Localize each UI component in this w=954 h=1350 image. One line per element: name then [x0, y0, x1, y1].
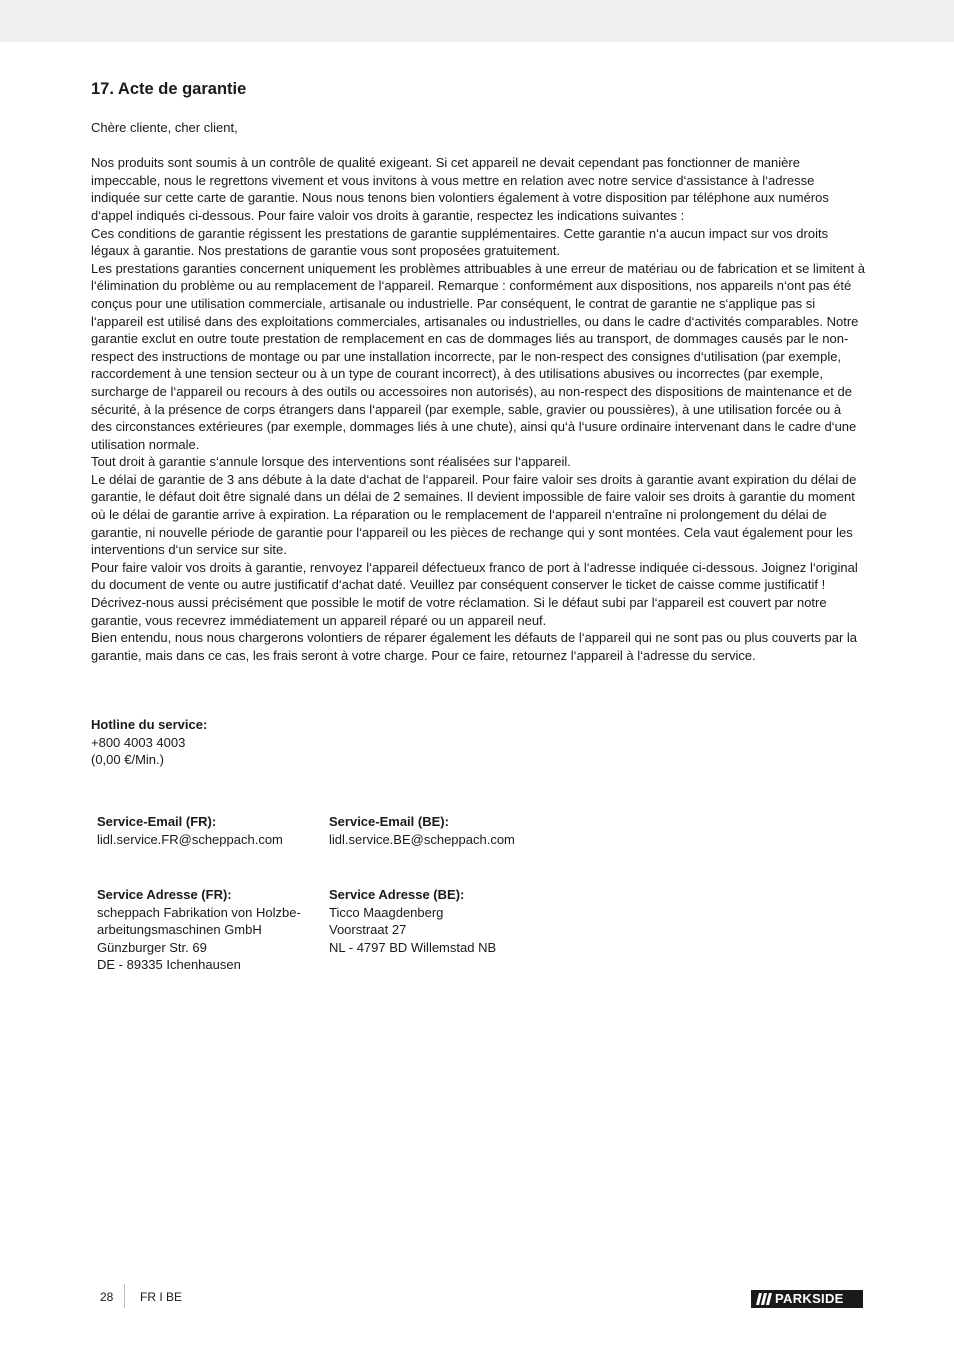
address-be-label: Service Adresse (BE): — [329, 887, 465, 902]
footer-languages: FR I BE — [140, 1290, 183, 1304]
page-number: 28 — [100, 1290, 114, 1304]
paragraph-conditions: Ces conditions de garantie régissent les prestations de garantie supplémentaires. Cette garantie n‘a aucun impact sur vos droits légaux à garantie. Nos prestations de garantie vous sont proposées gratuitement. — [91, 225, 829, 259]
paragraph-period: Le délai de garantie de 3 ans débute à la date d‘achat de l‘appareil. Pour faire valoir ses droits à garantie avant expiration du délai de garantie, le défaut doit être signalé dans un délai de 2 semaines. Il devient impossible de faire valoir ses droits à garantie du moment où le délai de garantie arrive à expiration. La réparation ou le remplacement de l‘appareil n‘entraîne ni prolongement du délai de garantie, ni nouvelle période de garantie pour l‘appareil ou les pièces de rechange qui y sont montées. Cela vaut également pour les interventions d‘un service sur site. — [91, 471, 857, 558]
address-fr-line: Günzburger Str. 69 — [97, 939, 207, 955]
top-band — [0, 0, 954, 42]
address-fr-block — [97, 886, 301, 974]
section-heading: 17. Acte de garantie — [91, 80, 247, 98]
paragraph-repair: Bien entendu, nous nous chargerons volontiers de réparer également les défauts de l‘appareil qui ne sont pas ou plus couverts par la garantie, mais dans ce cas, les frais seront à votre charge. Pour ce faire, retournez l‘appareil à l‘adresse du service. — [91, 630, 858, 663]
email-fr-value: lidl.service.FR@scheppach.com — [97, 831, 283, 847]
email-fr-label: Service-Email (FR): — [97, 814, 217, 829]
address-fr-line: arbeitungsmaschinen GmbH — [97, 922, 262, 938]
address-fr-label: Service Adresse (FR): — [97, 887, 232, 902]
email-be-label: Service-Email (BE): — [329, 814, 449, 829]
footer-divider — [124, 1284, 125, 1308]
address-be-line: Voorstraat 27 — [329, 922, 407, 938]
email-fr-block — [97, 813, 283, 848]
greeting: Chère cliente, cher client, — [91, 120, 238, 135]
address-be-line: Ticco Maagdenberg — [329, 904, 444, 920]
paragraph-quality: Nos produits sont soumis à un contrôle de qualité exigeant. Si cet appareil ne devait cependant pas fonctionner de manière impeccable, nous le regrettons vivement et vous invitons à vous mettre en relation avec notre service d‘assistance à l‘adresse indiquée sur cette carte de garantie. Nous nous tenons bien volontiers également à votre disposition par téléphone aux numéros d‘appel indiqués ci-dessous. Pour faire valoir vos droits à garantie, respectez les indications suivantes : — [91, 155, 829, 223]
address-fr-line: DE - 89335 Ichenhausen — [97, 957, 241, 973]
address-be-block — [329, 886, 496, 956]
warranty-section — [91, 80, 865, 664]
address-be-line: NL - 4797 BD Willemstad NB — [329, 939, 497, 955]
parkside-logo — [751, 1290, 863, 1308]
paragraph-scope: Les prestations garanties concernent uniquement les problèmes attribuables à une erreur de matériau ou de fabrication et se limitent à l‘élimination du problème ou au remplacement de l‘appareil. Remarque : conformément aux dispositions, nos appareils n‘ont pas été conçus pour une utilisation commerciale, artisanale ou industrielle. Par conséquent, le contrat de garantie ne s‘applique pas si l‘appareil est utilisé dans des exploitations commerciales, artisanales ou industrielles, ou dans le cadre d‘activités comparables. Notre garantie exclut en outre toute prestation de remplacement en cas de dommages liés au transport, de dommages causés par le non-respect des instructions de montage ou par une installation incorrecte, par le non-respect des consignes d‘utilisation (par exemple, raccordement à une tension secteur ou à un type de courant incorrect), à des utilisations abusives ou incorrectes (par exemple, surcharge de l‘appareil ou recours à des outils ou accessoires non autorisés), au non-respect des dispositions de maintenance et de sécurité, à la présence de corps étrangers dans l‘appareil (par exemple, sable, gravier ou poussières), à une utilisation forcée ou à des circonstances extérieures (par exemple, dommages liés à une chute), ainsi qu‘à l‘usure ordinaire intervenant dans le cadre d‘une utilisation normale. — [91, 260, 865, 452]
hotline-block — [91, 716, 207, 769]
hotline-number: +800 4003 4003 — [91, 734, 186, 750]
paragraph-claim: Pour faire valoir vos droits à garantie, renvoyez l‘appareil défectueux franco de port à l‘adresse indiquée ci-dessous. Joignez l‘original du document de vente ou autre justificatif d‘achat daté. Veuillez par conséquent conserver le ticket de caisse comme justificatif ! Décrivez-nous aussi précisément que possible le motif de votre réclamation. Si le défaut subi par l‘appareil est couvert par notre garantie, vous recevrez immédiatement un appareil réparé ou un appareil neuf. — [91, 559, 858, 628]
address-fr-line: scheppach Fabrikation von Holzbe- — [97, 904, 301, 920]
paragraph-voiding: Tout droit à garantie s‘annule lorsque des interventions sont réalisées sur l‘appareil. — [91, 454, 571, 470]
logo-brand-text: PARKSIDE — [775, 1291, 844, 1306]
logo-stripes-icon — [756, 1293, 774, 1305]
hotline-price: (0,00 €/Min.) — [91, 752, 164, 768]
hotline-label: Hotline du service: — [91, 717, 208, 732]
email-be-block — [329, 813, 515, 848]
email-be-value: lidl.service.BE@scheppach.com — [329, 831, 515, 847]
